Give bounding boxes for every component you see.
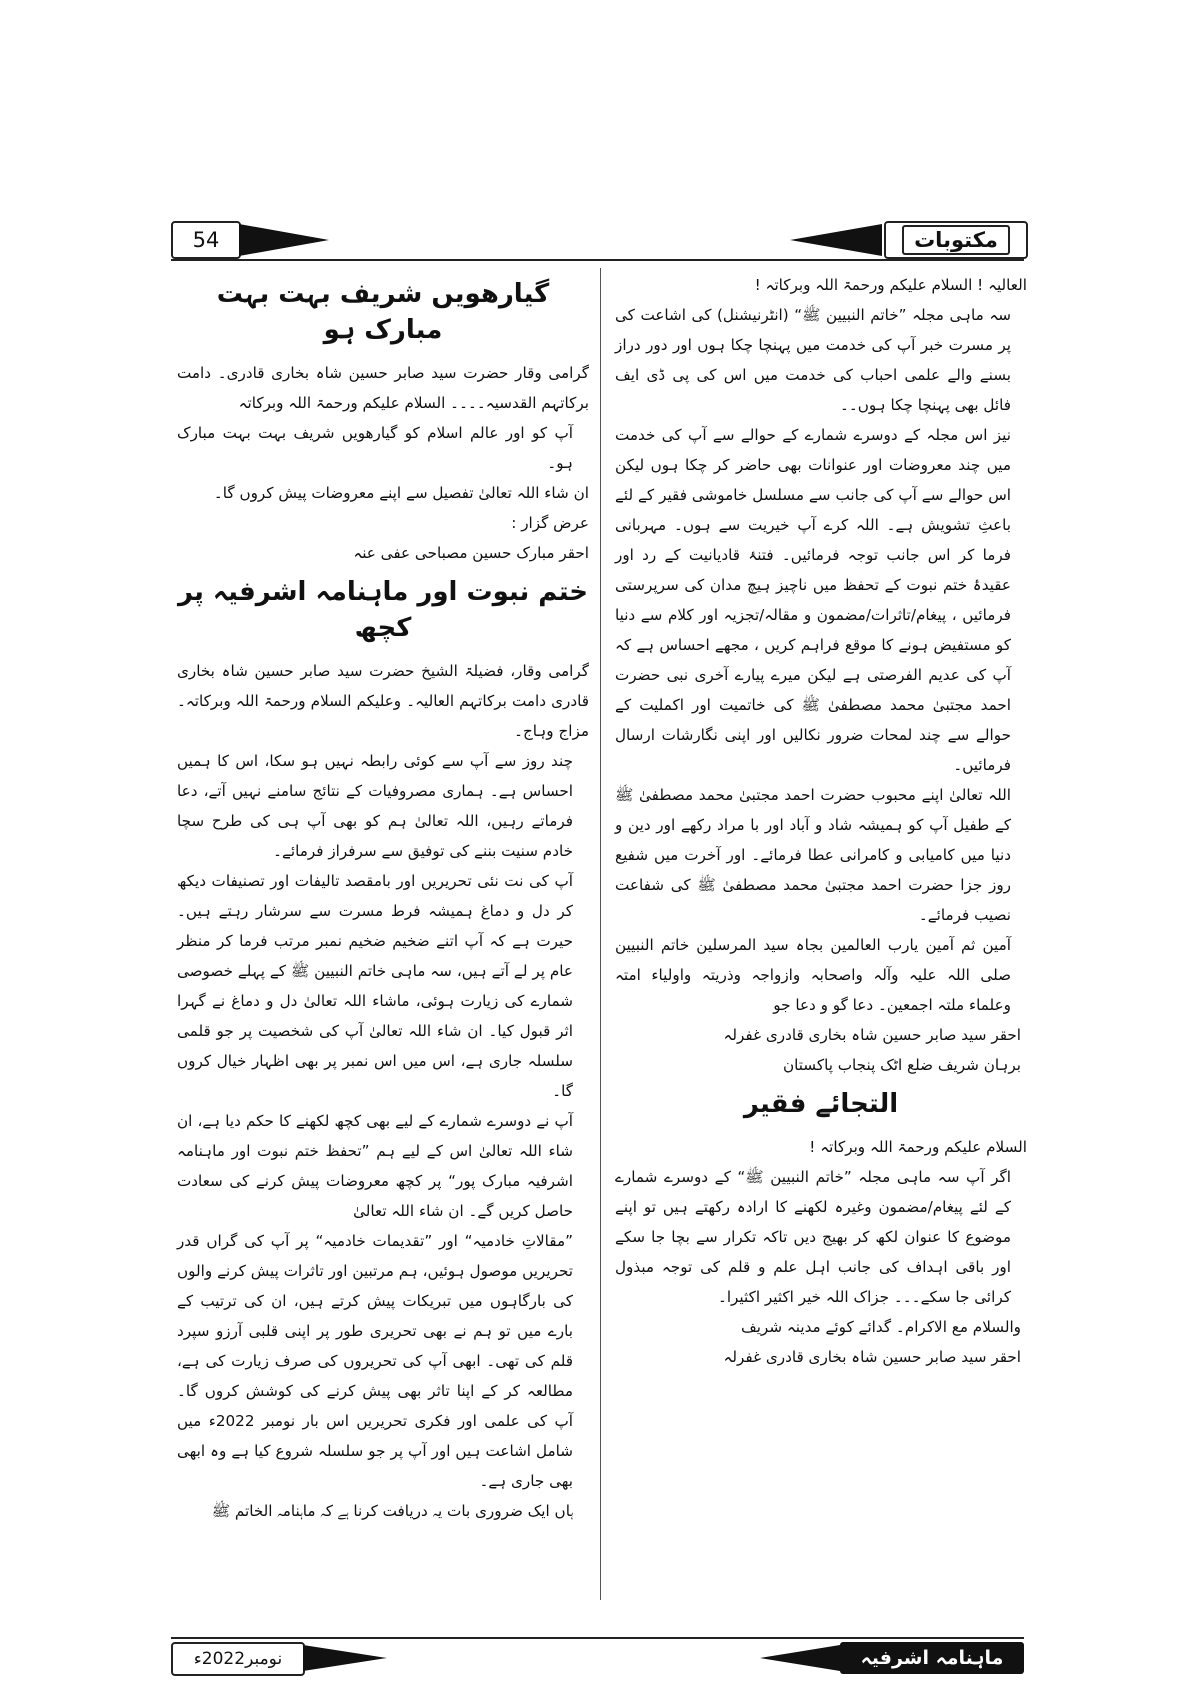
page-number: 54 <box>171 221 241 259</box>
signature-location: برہان شریف ضلع اٹک پنجاب پاکستان <box>782 1056 1021 1074</box>
article-heading: ختم نبوت اور ماہنامہ اشرفیہ پر کچھ <box>177 577 589 643</box>
paragraph: آپ کی نت نئی تحریریں اور بامقصد تالیفات اور تصنیفات دیکھ کر دل و دماغ ہمیشہ فرط مسرت سے سرشار رہتے ہیں۔ حیرت ہے کہ آپ اتنے ضخیم ضخیم نمبر مرتب فرما کر منظر عام پر لے آتے ہیں، سہ ماہی خاتم النبیین ﷺ کے پہلے خصوصی شمارے کی زیارت ہوئی، ماشاء اللہ تعالیٰ دل و دماغ نے گہرا اثر قبول کیا۔ ان شاء اللہ تعالیٰ آپ کی شخصیت پر جو قلمی سلسلہ جاری ہے، اس میں اس نمبر پر بھی اظہار خیال کروں گا۔ <box>177 872 573 1100</box>
signature: احقر سید صابر حسین شاہ بخاری قادری غفرلہ <box>723 1026 1021 1044</box>
left-column <box>177 270 589 1526</box>
paragraph: آپ کو اور عالم اسلام کو گیارھویں شریف بہت بہت مبارک ہو۔ <box>177 424 573 472</box>
section-title-box <box>884 221 1028 259</box>
paragraph: اگر آپ سہ ماہی مجلہ ”خاتم النبیین ﷺ“ کے دوسرے شمارے کے لئے پیغام/مضمون وغیرہ لکھنے کا ارادہ رکھتے ہیں تو اپنے موضوع کا عنوان لکھ کر بھیج دیں تاکہ تکرار سے بچا جا سکے اور باقی اہداف کی جانب اہل علم و قلم کی توجہ مبذول کرائی جا سکے۔۔۔ جزاک اللہ خیر اکثیر اکثیرا۔ <box>615 1168 1011 1306</box>
paragraph: گرامی وقار حضرت سید صابر حسین شاہ بخاری قادری۔ دامت برکاتہم القدسیہ۔۔۔۔ السلام علیکم ورحمۃ اللہ وبرکاتہ <box>177 364 589 412</box>
paragraph: آمین ثم آمین یارب العالمین بجاہ سید المرسلین خاتم النبیین صلی اللہ علیہ وآلہ واصحابہ وازواجہ وذریتہ واولیاء امتہ وعلماء ملتہ اجمعین۔ دعا گو و دعا جو <box>615 936 1011 1014</box>
magazine-name: ماہنامہ اشرفیہ <box>840 1642 1024 1674</box>
header-right-triangle <box>790 224 882 256</box>
column-divider <box>600 268 601 1600</box>
paragraph: آپ نے دوسرے شمارے کے لیے بھی کچھ لکھنے کا حکم دیا ہے، ان شاء اللہ تعالیٰ اس کے لیے ہم ”تحفظ ختم نبوت اور ماہنامہ اشرفیہ مبارک پور“ پر کچھ معروضات پیش کرنے کی سعادت حاصل کریں گے۔ ان شاء اللہ تعالیٰ <box>177 1112 573 1220</box>
footer-rule <box>171 1637 1024 1639</box>
right-column <box>615 270 1027 1372</box>
salutation: العالیہ ! السلام علیکم ورحمۃ اللہ وبرکاتہ ! <box>754 276 1027 294</box>
article-heading: گیارھویں شریف بہت بہت مبارک ہو <box>216 279 550 345</box>
paragraph: اللہ تعالیٰ اپنے محبوب حضرت احمد مجتبیٰ محمد مصطفیٰ ﷺ کے طفیل آپ کو ہمیشہ شاد و آباد اور با مراد رکھے اور دین و دنیا میں کامیابی و کامرانی عطا فرمائے۔ اور آخرت میں شفیع روز جزا حضرت احمد مجتبیٰ محمد مصطفیٰ ﷺ کی شفاعت نصیب فرمائے۔ <box>615 786 1011 924</box>
header-left-triangle <box>239 224 329 256</box>
paragraph: گرامی وقار، فضیلۃ الشیخ حضرت سید صابر حسین شاہ بخاری قادری دامت برکاتہم العالیہ۔ وعلیکم السلام ورحمۃ اللہ وبرکاتہ۔ مزاج وہاج۔ <box>177 662 589 740</box>
paragraph: عرض گزار : <box>511 514 589 532</box>
salutation: السلام علیکم ورحمۃ اللہ وبرکاتہ ! <box>809 1138 1027 1156</box>
paragraph: ان شاء اللہ تعالیٰ تفصیل سے اپنے معروضات پیش کروں گا۔ <box>213 484 589 502</box>
signature: احقر سید صابر حسین شاہ بخاری قادری غفرلہ <box>723 1348 1021 1366</box>
paragraph: چند روز سے آپ سے کوئی رابطہ نہیں ہو سکا، اس کا ہمیں احساس ہے۔ ہماری مصروفیات کے نتائج سامنے نہیں آتے، دعا فرماتے رہیں، اللہ تعالیٰ ہم کو بھی آپ ہی کی طرح سچا خادم سنیت بننے کی توفیق سے سرفراز فرمائے۔ <box>177 752 573 860</box>
footer-right-triangle <box>760 1645 840 1671</box>
paragraph: نیز اس مجلہ کے دوسرے شمارے کے حوالے سے آپ کی خدمت میں چند معروضات اور عنوانات بھی حاضر کر چکا ہوں لیکن اس حوالے سے آپ کی جانب سے مسلسل خاموشی فقیر کے لئے باعثِ تشویش ہے۔ اللہ کرے آپ خیریت سے ہوں۔ مہربانی فرما کر اس جانب توجہ فرمائیں۔ فتنۂ قادیانیت کے رد اور عقیدۂ ختم نبوت کے تحفظ میں ناچیز ہیچ مدان کی سرپرستی فرمائیں ، پیغام/تاثرات/مضمون و مقالہ/تجزیہ اور کلام سے دنیا کو مستفیض ہونے کا موقع فراہم کریں ، مجھے احساس ہے کہ آپ کی عدیم الفرصتی ہے لیکن میرے پیارے آخری نبی حضرت احمد مجتبیٰ محمد مصطفیٰ ﷺ کی خاتمیت اور اکملیت کے حوالے سے چند لمحات ضرور نکالیں اور اپنی نگارشات ارسال فرمائیں۔ <box>615 426 1011 774</box>
header-rule <box>171 259 1024 261</box>
footer-left-triangle <box>303 1645 387 1671</box>
section-title: مکتوبات <box>902 225 1010 255</box>
signature: احقر مبارک حسین مصباحی عفی عنہ <box>353 544 589 562</box>
article-heading: التجائے فقیر <box>743 1089 899 1119</box>
issue-date: نومبر2022ء <box>171 1642 305 1676</box>
paragraph: ہاں ایک ضروری بات یہ دریافت کرنا ہے کہ ماہنامہ الخاتم ﷺ <box>211 1502 573 1520</box>
paragraph: سہ ماہی مجلہ ”خاتم النبیین ﷺ“ (انٹرنیشنل) کی اشاعت کی پر مسرت خبر آپ کی خدمت میں پہنچا چکا ہوں اور دور دراز بسنے والے علمی احباب کی خدمت میں اس کی پی ڈی ایف فائل بھی پہنچا چکا ہوں۔۔ <box>615 306 1011 414</box>
paragraph: ”مقالاتِ خادمیہ“ اور ”تقدیمات خادمیہ“ پر آپ کی گراں قدر تحریریں موصول ہوئیں، ہم مرتبین اور تاثرات پیش کرنے والوں کی بارگاہوں میں تبریکات پیش کرتے ہیں، ان کی ترتیب کے بارے میں تو ہم نے بھی تحریری طور پر اپنی قلبی آرزو سپرد قلم کی تھی۔ ابھی آپ کی تحریروں کی صرف زیارت کی ہے، مطالعہ کر کے اپنا تاثر بھی پیش کرنے کی کوشش کروں گا۔ آپ کی علمی اور فکری تحریریں اس بار نومبر 2022ء میں شامل اشاعت ہیں اور آپ پر جو سلسلہ شروع کیا ہے وہ ابھی بھی جاری ہے۔ <box>177 1232 573 1490</box>
closing: والسلام مع الاکرام۔ گدائے کوئے مدینہ شریف <box>740 1318 1021 1336</box>
